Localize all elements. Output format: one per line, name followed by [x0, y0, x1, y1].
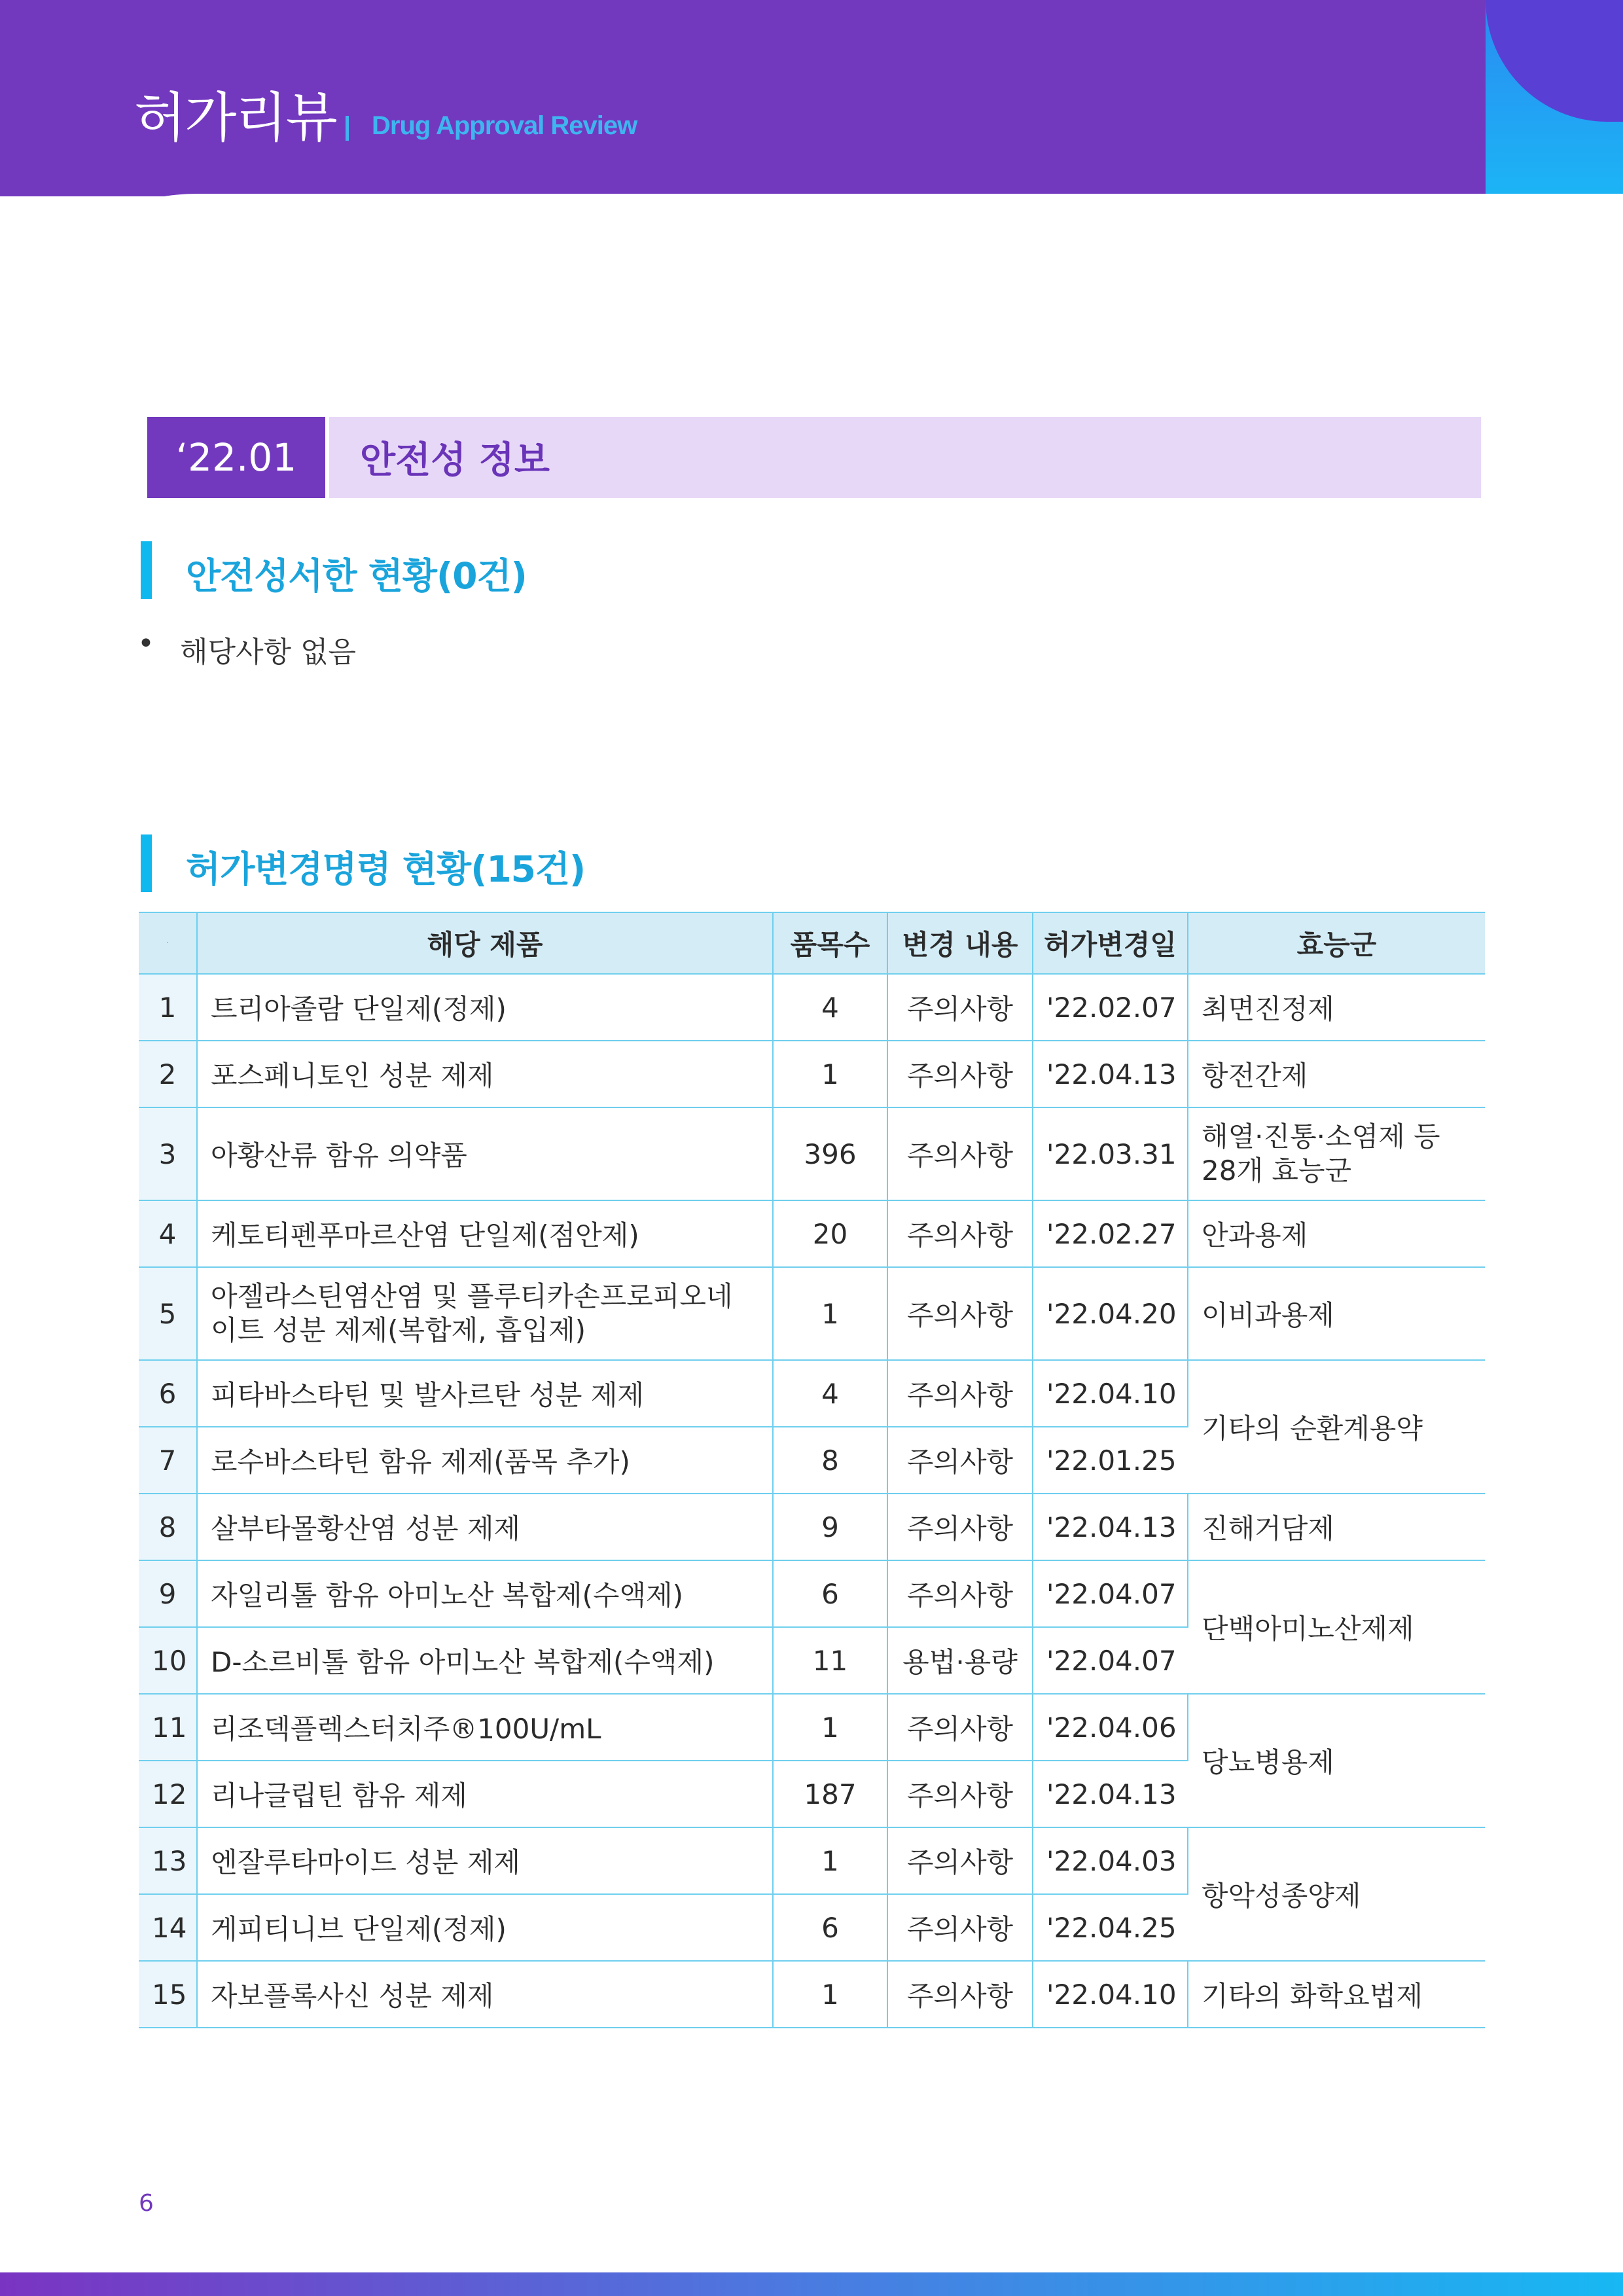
table-row	[139, 1200, 1485, 1267]
safety-letter-heading: 안전성서한 현황(0건)	[186, 555, 527, 597]
product-name: D-소르비톨 함유 아미노산 복합제(수액제)	[197, 1627, 773, 1694]
header-divider	[346, 116, 349, 141]
header-product: 해당 제품	[197, 912, 773, 974]
item-count: 1	[773, 1694, 887, 1761]
item-count: 1	[773, 1827, 887, 1894]
change-date: '22.04.13	[1033, 1494, 1188, 1560]
change-type: 주의사항	[887, 1107, 1033, 1200]
change-date: '22.04.25	[1033, 1894, 1188, 1961]
item-count: 4	[773, 1360, 887, 1427]
table-row	[139, 974, 1485, 1041]
header-no: ·	[139, 912, 197, 974]
item-count: 9	[773, 1494, 887, 1560]
change-type: 주의사항	[887, 1560, 1033, 1627]
item-count: 4	[773, 974, 887, 1041]
bullet-dot: •	[137, 627, 154, 660]
change-date: '22.04.07	[1033, 1560, 1188, 1627]
efficacy-group: 이비과용제	[1188, 1267, 1485, 1360]
page-number: 6	[139, 2190, 154, 2217]
change-date: '22.04.20	[1033, 1267, 1188, 1360]
product-name: 로수바스타틴 함유 제제(품목 추가)	[197, 1427, 773, 1494]
table-row	[139, 1041, 1485, 1107]
header-change: 변경 내용	[887, 912, 1033, 974]
change-type: 주의사항	[887, 1494, 1033, 1560]
row-number: 15	[139, 1961, 197, 2028]
change-date: '22.02.27	[1033, 1200, 1188, 1267]
efficacy-group: 단백아미노산제제	[1188, 1560, 1485, 1694]
item-count: 6	[773, 1894, 887, 1961]
efficacy-group: 기타의 화학요법제	[1188, 1961, 1485, 2028]
row-number: 1	[139, 974, 197, 1041]
row-number: 14	[139, 1894, 197, 1961]
table-row	[139, 1827, 1485, 1894]
change-date: '22.04.13	[1033, 1041, 1188, 1107]
change-type: 주의사항	[887, 1761, 1033, 1827]
header-group: 효능군	[1188, 912, 1485, 974]
table-row	[139, 1360, 1485, 1427]
product-name: 트리아졸람 단일제(정제)	[197, 974, 773, 1041]
change-type: 주의사항	[887, 1894, 1033, 1961]
row-number: 7	[139, 1427, 197, 1494]
row-number: 5	[139, 1267, 197, 1360]
item-count: 20	[773, 1200, 887, 1267]
change-date: '22.04.07	[1033, 1627, 1188, 1694]
change-type: 주의사항	[887, 1961, 1033, 2028]
change-date: '22.03.31	[1033, 1107, 1188, 1200]
change-type: 주의사항	[887, 1827, 1033, 1894]
table-row	[139, 1494, 1485, 1560]
row-number: 9	[139, 1560, 197, 1627]
product-name: 아황산류 함유 의약품	[197, 1107, 773, 1200]
product-name: 자보플록사신 성분 제제	[197, 1961, 773, 2028]
change-type: 주의사항	[887, 1267, 1033, 1360]
footer-gradient-bar	[0, 2272, 1623, 2296]
change-date: '22.04.03	[1033, 1827, 1188, 1894]
efficacy-group: 해열·진통·소염제 등 28개 효능군	[1188, 1107, 1485, 1200]
row-number: 11	[139, 1694, 197, 1761]
efficacy-group: 항전간제	[1188, 1041, 1485, 1107]
header-subtitle: Drug Approval Review	[372, 111, 637, 140]
item-count: 1	[773, 1961, 887, 2028]
row-number: 13	[139, 1827, 197, 1894]
change-type: 주의사항	[887, 1200, 1033, 1267]
product-name: 살부타몰황산염 성분 제제	[197, 1494, 773, 1560]
row-number: 2	[139, 1041, 197, 1107]
row-number: 6	[139, 1360, 197, 1427]
label-change-heading: 허가변경명령 현황(15건)	[186, 848, 586, 890]
product-name: 엔잘루타마이드 성분 제제	[197, 1827, 773, 1894]
product-name: 게피티니브 단일제(정제)	[197, 1894, 773, 1961]
table-row	[139, 1267, 1485, 1360]
label-change-table	[139, 912, 1485, 2028]
item-count: 187	[773, 1761, 887, 1827]
section-banner-title: 안전성 정보	[329, 417, 1481, 498]
change-date: '22.02.07	[1033, 974, 1188, 1041]
item-count: 396	[773, 1107, 887, 1200]
row-number: 10	[139, 1627, 197, 1694]
product-name: 자일리톨 함유 아미노산 복합제(수액제)	[197, 1560, 773, 1627]
change-type: 주의사항	[887, 1041, 1033, 1107]
change-type: 주의사항	[887, 1360, 1033, 1427]
item-count: 1	[773, 1267, 887, 1360]
issue-date-badge: ‘22.01	[147, 417, 325, 498]
efficacy-group: 항악성종양제	[1188, 1827, 1485, 1961]
product-name: 리조덱플렉스터치주®100U/mL	[197, 1694, 773, 1761]
section-marker	[141, 834, 152, 892]
product-name: 리나글립틴 함유 제제	[197, 1761, 773, 1827]
table-row	[139, 1961, 1485, 2028]
table-header-row	[139, 912, 1485, 974]
header-count: 품목수	[773, 912, 887, 974]
efficacy-group: 최면진정제	[1188, 974, 1485, 1041]
efficacy-group: 안과용제	[1188, 1200, 1485, 1267]
change-date: '22.04.10	[1033, 1961, 1188, 2028]
safety-letter-item: 해당사항 없음	[180, 636, 357, 669]
change-type: 주의사항	[887, 1694, 1033, 1761]
change-type: 주의사항	[887, 974, 1033, 1041]
row-number: 4	[139, 1200, 197, 1267]
item-count: 1	[773, 1041, 887, 1107]
change-type: 용법·용량	[887, 1627, 1033, 1694]
header-title: 허가리뷰	[134, 87, 336, 149]
table-row	[139, 1107, 1485, 1200]
table-row	[139, 1560, 1485, 1627]
efficacy-group: 진해거담제	[1188, 1494, 1485, 1560]
change-date: '22.04.13	[1033, 1761, 1188, 1827]
row-number: 12	[139, 1761, 197, 1827]
product-name: 포스페니토인 성분 제제	[197, 1041, 773, 1107]
table-row	[139, 1694, 1485, 1761]
section-marker	[141, 541, 152, 599]
item-count: 6	[773, 1560, 887, 1627]
change-type: 주의사항	[887, 1427, 1033, 1494]
change-date: '22.04.06	[1033, 1694, 1188, 1761]
product-name: 케토티펜푸마르산염 단일제(점안제)	[197, 1200, 773, 1267]
product-name: 아젤라스틴염산염 및 플루티카손프로피오네이트 성분 제제(복합제, 흡입제)	[197, 1267, 773, 1360]
product-name: 피타바스타틴 및 발사르탄 성분 제제	[197, 1360, 773, 1427]
row-number: 3	[139, 1107, 197, 1200]
item-count: 11	[773, 1627, 887, 1694]
efficacy-group: 기타의 순환계용약	[1188, 1360, 1485, 1494]
efficacy-group: 당뇨병용제	[1188, 1694, 1485, 1827]
change-date: '22.04.10	[1033, 1360, 1188, 1427]
change-date: '22.01.25	[1033, 1427, 1188, 1494]
header-date: 허가변경일	[1033, 912, 1188, 974]
row-number: 8	[139, 1494, 197, 1560]
item-count: 8	[773, 1427, 887, 1494]
